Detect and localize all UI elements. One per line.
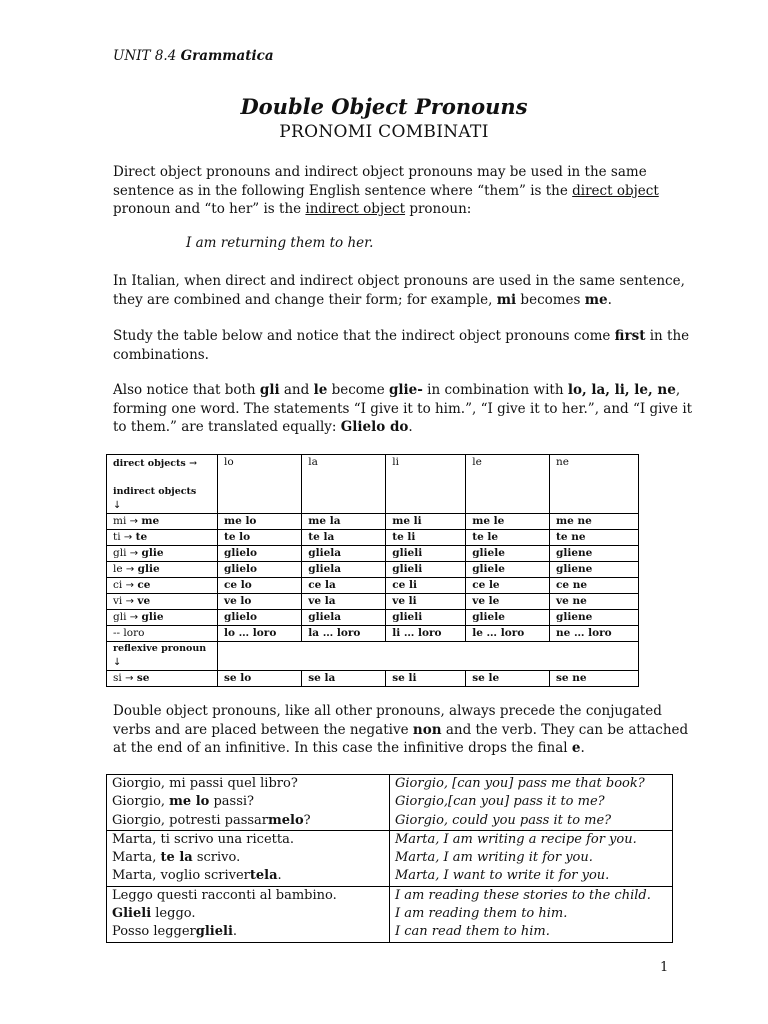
arrow-right-icon: → xyxy=(125,580,134,591)
text: scrivo. xyxy=(192,850,241,866)
table-row xyxy=(107,546,639,562)
row-label-indirect: gli xyxy=(113,547,127,559)
bold-term: non xyxy=(412,721,442,738)
intro-paragraph-2 xyxy=(113,272,693,309)
text: Double object pronouns, like all other pronouns, always precede the conjugated verbs and are placed between the negative xyxy=(113,703,662,738)
table-cell: gliele xyxy=(466,562,550,578)
arrow-right-icon: → xyxy=(129,516,139,527)
italian-sentence xyxy=(107,849,390,867)
row-label-combined: ce xyxy=(137,579,151,591)
row-label-indirect: ti xyxy=(113,531,121,543)
text: Giorgio, mi passi quel libro? xyxy=(112,776,298,791)
text: and the verb. They can be attached at the end of an infinitive. In this case the infinitive drops the final xyxy=(113,721,689,756)
italian-sentence xyxy=(107,905,390,923)
table-row xyxy=(107,578,639,594)
table-cell: ce lo xyxy=(218,578,302,594)
table-cell: se la xyxy=(302,671,386,687)
table-cell: gliene xyxy=(550,546,639,562)
row-label-combined: glie xyxy=(141,611,164,623)
column-header: li xyxy=(386,455,466,514)
text: . xyxy=(277,868,282,884)
row-label-cell xyxy=(107,671,218,687)
bold-pronoun: te la xyxy=(160,850,193,866)
table-cell: gliene xyxy=(550,610,639,626)
table-cell: glieli xyxy=(386,610,466,626)
table-cell: te la xyxy=(302,530,386,546)
italian-sentence xyxy=(107,812,390,831)
empty-cell xyxy=(218,642,639,671)
bold-term: me xyxy=(584,291,608,308)
down-arrow-icon: ↓ xyxy=(113,500,122,511)
table-cell: glielo xyxy=(218,546,302,562)
text: in combination with xyxy=(422,382,568,398)
bold-term: le xyxy=(313,382,328,398)
table-cell: se ne xyxy=(550,671,639,687)
english-translation: Giorgio, [can you] pass me that book? xyxy=(390,775,673,794)
table-cell: glieli xyxy=(386,562,466,578)
page-number: 1 xyxy=(660,960,669,975)
table-cell: gliela xyxy=(302,610,386,626)
table-cell: ce ne xyxy=(550,578,639,594)
intro-paragraph-4 xyxy=(113,381,693,437)
text: Marta, voglio scriver xyxy=(112,868,250,884)
table-cell: gliene xyxy=(550,562,639,578)
table-cell: me ne xyxy=(550,514,639,530)
row-label-combined: glie xyxy=(141,547,164,559)
row-label-indirect: le xyxy=(113,563,123,575)
table-cell: gliele xyxy=(466,610,550,626)
text: , forming one word. The statements “I give it to him.”, “I give it to her.”, and “I give it to them.” are translated equally: xyxy=(113,382,693,435)
english-translation: I can read them to him. xyxy=(390,923,673,942)
text: Also notice that both xyxy=(113,382,260,398)
underlined-term: indirect object xyxy=(305,201,406,217)
text: passi? xyxy=(209,794,255,810)
table-cell: ve ne xyxy=(550,594,639,610)
text: pronoun: xyxy=(405,201,472,217)
table-cell: ve li xyxy=(386,594,466,610)
intro-paragraph-1 xyxy=(113,163,693,219)
reflexive-label-cell xyxy=(107,642,218,671)
example-row xyxy=(107,812,673,831)
row-label-cell xyxy=(107,546,218,562)
example-row xyxy=(107,923,673,942)
table-row xyxy=(107,562,639,578)
row-label-indirect: ci xyxy=(113,579,123,591)
bold-pronoun: tela xyxy=(249,868,278,884)
table-cell: gliele xyxy=(466,546,550,562)
table-row xyxy=(107,514,639,530)
example-row xyxy=(107,886,673,905)
direct-objects-label: direct objects → xyxy=(113,458,198,469)
underlined-term: direct object xyxy=(572,182,659,199)
row-label-cell xyxy=(107,578,218,594)
table-cell: ve lo xyxy=(218,594,302,610)
text: Marta, ti scrivo una ricetta. xyxy=(112,831,294,847)
italian-sentence xyxy=(107,923,390,942)
english-translation: I am reading them to him. xyxy=(390,905,673,923)
text: becomes xyxy=(516,291,585,308)
example-row xyxy=(107,775,673,794)
table-row xyxy=(107,610,639,626)
example-row xyxy=(107,849,673,867)
column-header: la xyxy=(302,455,386,514)
table-row xyxy=(107,530,639,546)
text: Study the table below and notice that the indirect object pronouns come xyxy=(113,328,615,344)
table-cell: me la xyxy=(302,514,386,530)
column-header: le xyxy=(466,455,550,514)
row-label-cell xyxy=(107,610,218,626)
italian-sentence xyxy=(107,886,390,905)
row-label-indirect: gli xyxy=(113,611,127,623)
english-translation: Giorgio, could you pass it to me? xyxy=(390,812,673,831)
example-row xyxy=(107,867,673,886)
bold-term: gli xyxy=(259,382,280,398)
arrow-right-icon: → xyxy=(125,673,134,684)
row-label-combined: glie xyxy=(137,563,160,575)
text: . xyxy=(232,924,238,940)
table-cell: ce la xyxy=(302,578,386,594)
text: ? xyxy=(303,812,311,828)
table-cell: glielo xyxy=(218,610,302,626)
text: pronoun and “to her” is the xyxy=(113,201,306,217)
table-cell: me li xyxy=(386,514,466,530)
text: Leggo questi racconti al bambino. xyxy=(112,887,337,903)
column-header: lo xyxy=(218,455,302,514)
table-cell: gliela xyxy=(302,562,386,578)
table-cell: te ne xyxy=(550,530,639,546)
down-arrow-icon: ↓ xyxy=(113,657,122,668)
table-cell: lo … loro xyxy=(218,626,302,642)
english-translation: Marta, I want to write it for you. xyxy=(390,867,673,886)
column-header: ne xyxy=(550,455,639,514)
english-translation: Marta, I am writing it for you. xyxy=(390,849,673,867)
row-label-combined: ve xyxy=(137,595,151,607)
text: Posso legger xyxy=(112,924,196,940)
bold-term: Glielo do xyxy=(340,419,409,435)
indirect-objects-label: indirect objects xyxy=(113,486,197,497)
reflexive-header-row xyxy=(107,642,639,671)
table-header-row xyxy=(107,455,639,514)
table-cell: te le xyxy=(466,530,550,546)
intro-paragraph-3 xyxy=(113,327,693,364)
table-cell: te lo xyxy=(218,530,302,546)
bold-pronoun: me lo xyxy=(169,794,210,810)
example-row xyxy=(107,905,673,923)
table-cell: ne … loro xyxy=(550,626,639,642)
bold-term: first xyxy=(614,328,646,344)
table-cell: glielo xyxy=(218,562,302,578)
table-cell: glieli xyxy=(386,546,466,562)
reflexive-pronoun-label: reflexive pronoun xyxy=(113,643,207,654)
text: and xyxy=(279,382,314,398)
arrow-right-icon: → xyxy=(129,612,139,623)
row-label-indirect: vi xyxy=(113,595,123,607)
row-label-indirect: si xyxy=(113,672,122,684)
arrow-right-icon: → xyxy=(123,532,133,543)
row-label-combined: me xyxy=(141,515,160,527)
table-row xyxy=(107,594,639,610)
row-label-cell xyxy=(107,530,218,546)
text: Giorgio, xyxy=(112,794,170,810)
header-corner-cell xyxy=(107,455,218,514)
row-label-cell xyxy=(107,626,218,642)
arrow-right-icon: → xyxy=(125,564,135,575)
row-label-cell xyxy=(107,562,218,578)
table-cell: ve le xyxy=(466,594,550,610)
italian-sentence xyxy=(107,830,390,849)
table-cell: gliela xyxy=(302,546,386,562)
row-label-indirect: -- loro xyxy=(113,627,145,639)
unit-header xyxy=(113,48,274,64)
text: in the combinations. xyxy=(113,328,690,363)
table-cell: se lo xyxy=(218,671,302,687)
row-label-combined: te xyxy=(135,531,148,543)
text: become xyxy=(327,382,389,398)
text: leggo. xyxy=(151,906,196,922)
bold-pronoun: Glieli xyxy=(112,906,152,922)
arrow-right-icon: → xyxy=(129,548,139,559)
bold-pronoun: glieli xyxy=(195,924,233,940)
bold-term: glie- xyxy=(388,382,423,398)
arrow-right-icon: → xyxy=(125,596,135,607)
table-cell: me lo xyxy=(218,514,302,530)
text: . xyxy=(408,419,413,435)
text: Marta, xyxy=(112,850,161,866)
english-translation: I am reading these stories to the child. xyxy=(390,886,673,905)
row-label-indirect: mi xyxy=(113,515,127,527)
page-title: Double Object Pronouns xyxy=(240,94,528,119)
table-row xyxy=(107,626,639,642)
bold-term: lo, la, li, le, ne xyxy=(567,382,676,398)
italian-sentence xyxy=(107,775,390,794)
bold-term: mi xyxy=(496,291,517,308)
english-translation: Marta, I am writing a recipe for you. xyxy=(390,830,673,849)
bold-term: e xyxy=(571,740,581,756)
example-row xyxy=(107,793,673,811)
row-label-cell xyxy=(107,514,218,530)
table-cell: le … loro xyxy=(466,626,550,642)
example-sentence: I am returning them to her. xyxy=(186,235,374,251)
pronoun-combination-table xyxy=(106,454,639,687)
page-subtitle: PRONOMI COMBINATI xyxy=(279,122,489,142)
text: In Italian, when direct and indirect object pronouns are used in the same sentence, they are combined and change their form; for example, xyxy=(113,273,685,308)
table-cell: la … loro xyxy=(302,626,386,642)
table-cell: ce le xyxy=(466,578,550,594)
examples-table xyxy=(106,774,673,943)
unit-number: UNIT 8.4 xyxy=(113,48,177,64)
table-cell: ve la xyxy=(302,594,386,610)
italian-sentence xyxy=(107,793,390,811)
text: . xyxy=(607,291,612,308)
example-row xyxy=(107,830,673,849)
row-label-cell xyxy=(107,594,218,610)
row-label-combined: se xyxy=(136,672,150,684)
table-row-si xyxy=(107,671,639,687)
english-translation: Giorgio,[can you] pass it to me? xyxy=(390,793,673,811)
table-cell: ce li xyxy=(386,578,466,594)
table-cell: li … loro xyxy=(386,626,466,642)
bold-pronoun: melo xyxy=(268,812,304,828)
italian-sentence xyxy=(107,867,390,886)
paragraph-5 xyxy=(113,702,693,758)
table-cell: te li xyxy=(386,530,466,546)
table-cell: me le xyxy=(466,514,550,530)
table-cell: se le xyxy=(466,671,550,687)
text: Giorgio, potresti passar xyxy=(112,812,268,828)
unit-section: Grammatica xyxy=(180,48,274,64)
text: Direct object pronouns and indirect object pronouns may be used in the same sentence as in the following English sentence where “them” is the xyxy=(113,164,647,199)
table-cell: se li xyxy=(386,671,466,687)
text: . xyxy=(580,740,585,756)
